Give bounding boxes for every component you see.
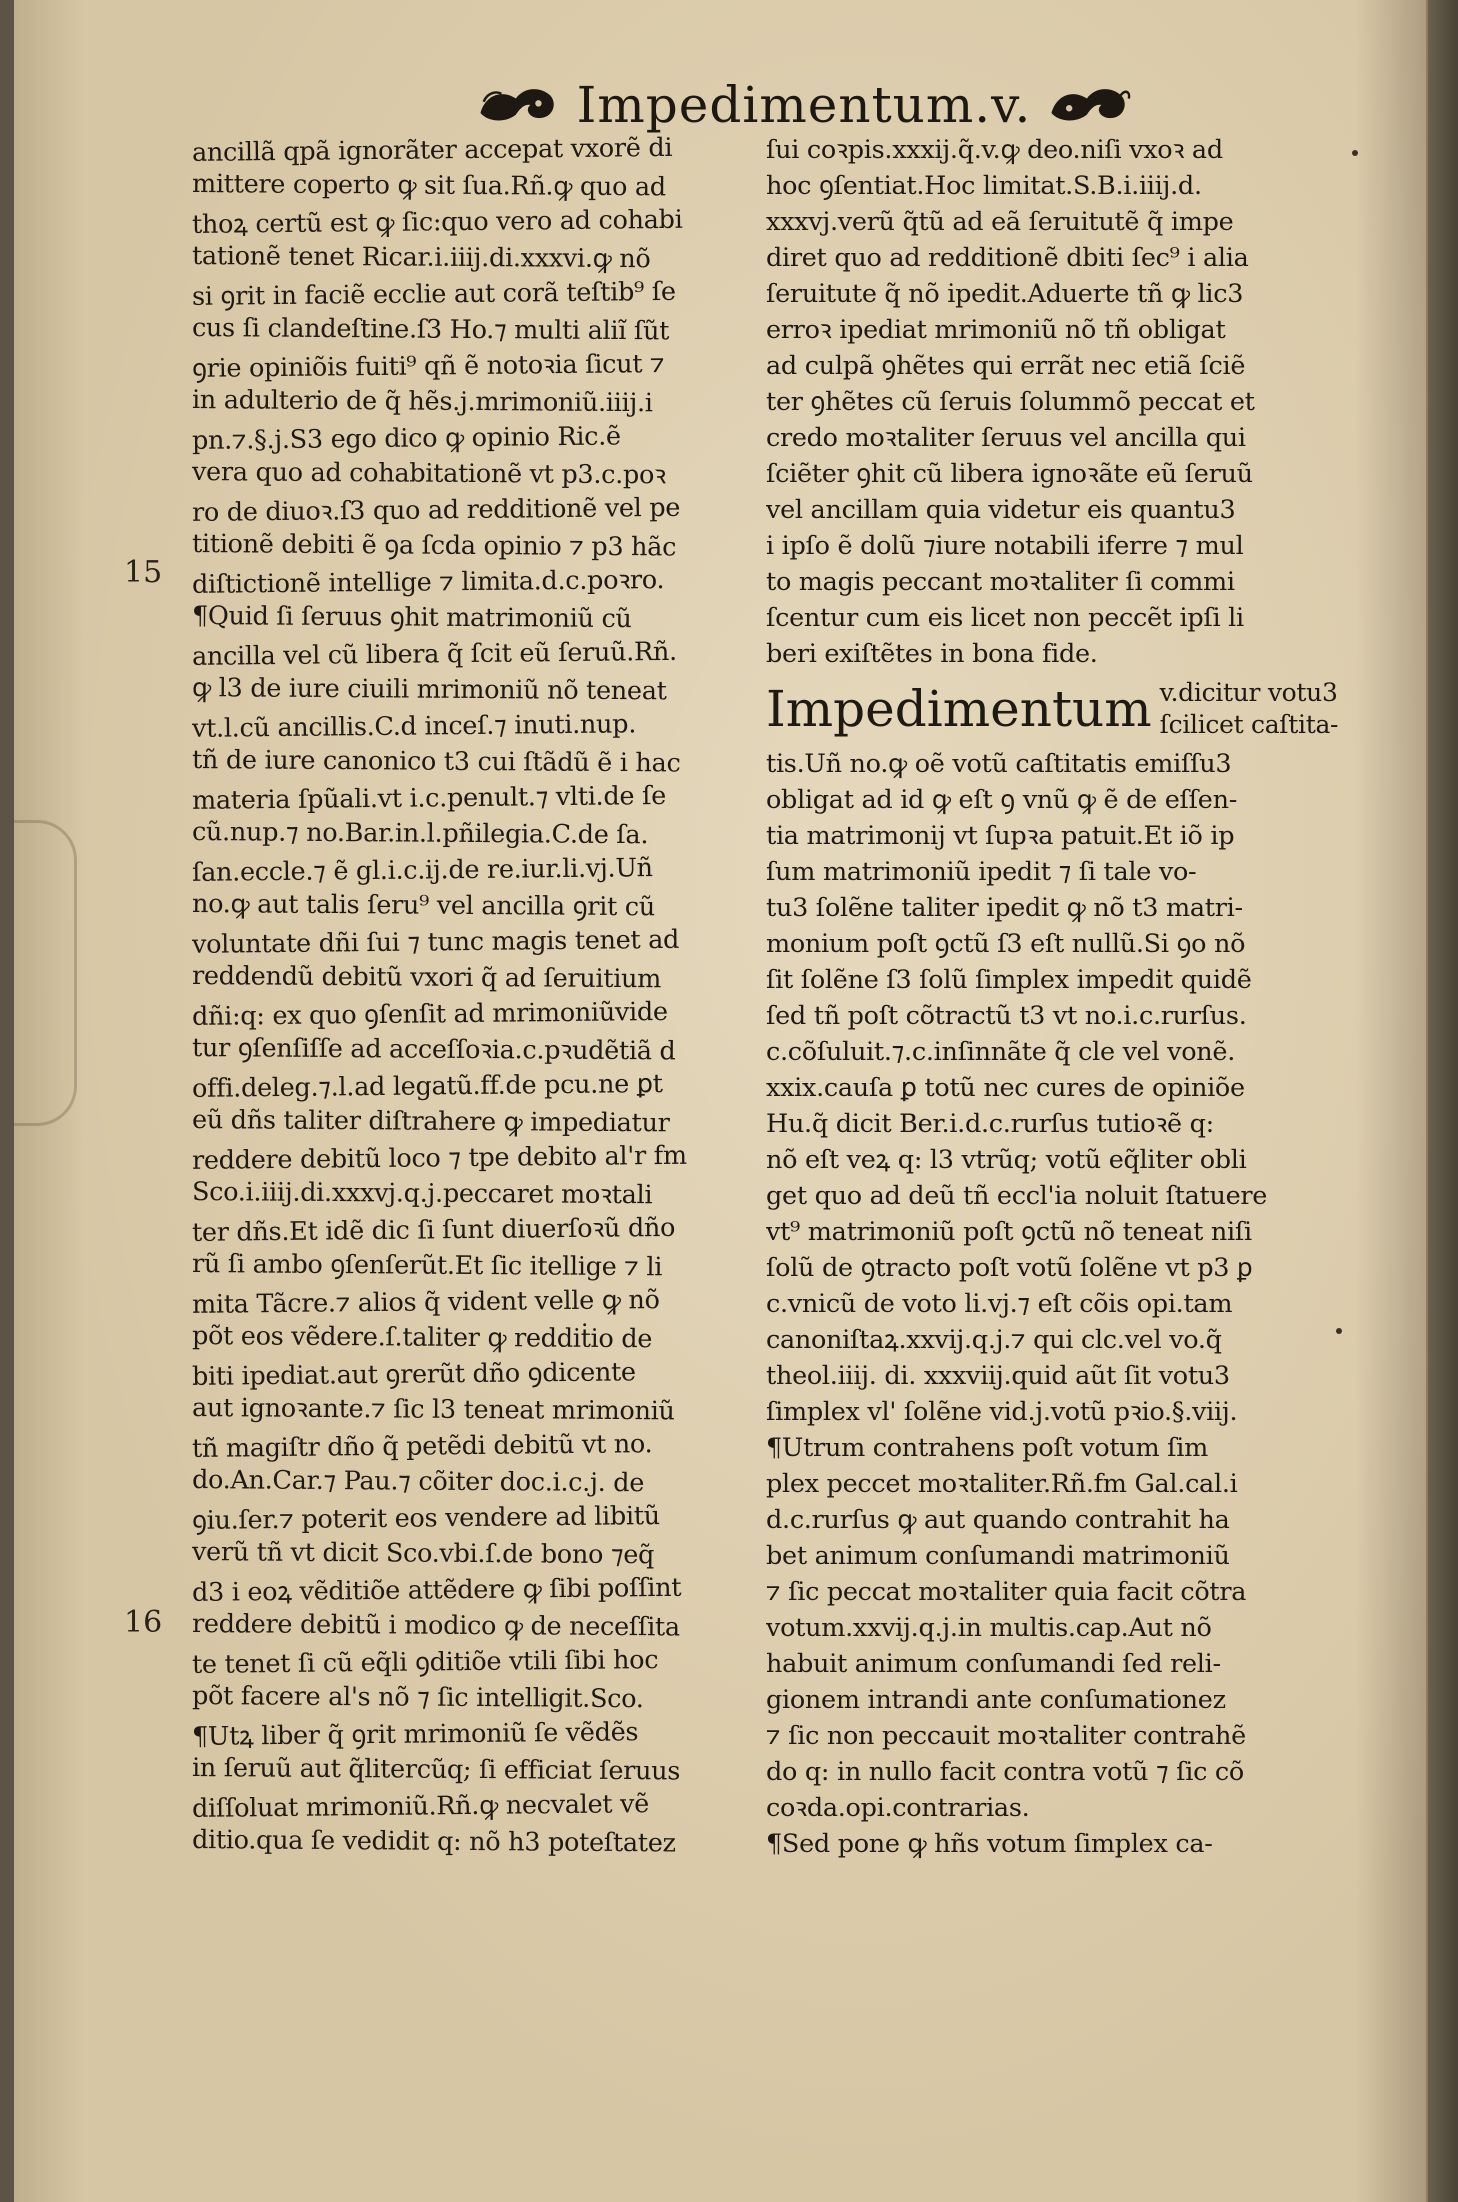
text-line: biti ipediat.aut ꝯrerũt dño ꝯdicente xyxy=(191,1357,636,1392)
text-line: titionẽ debiti ẽ ꝯa ſcda opinio ⁊ p3 hãc xyxy=(191,529,677,563)
text-line: ¶Quid ſi ſeruus ꝯhit matrimoniũ cũ xyxy=(191,601,632,635)
heading-side-line: v.dicitur votu3 xyxy=(1159,678,1338,707)
text-line: monium poſt ꝯctũ ſ3 eſt nullũ.Si ꝯo nõ xyxy=(766,929,1246,959)
text-line: ancillã qpã ignorãter accepat vxorẽ di xyxy=(191,132,673,168)
paper-clip-impression xyxy=(14,820,77,1126)
text-line: tia matrimonij vt ſupꝛa patuit.Et iõ ip xyxy=(766,821,1235,851)
text-line: vt⁹ matrimoniũ poſt ꝯctũ nõ teneat niſi xyxy=(766,1217,1252,1247)
right-column-bottom-text xyxy=(766,746,1346,1862)
text-line: reddere debitũ loco ⁊ tpe debito al'r fm xyxy=(191,1140,687,1176)
text-line: Sco.i.iiij.di.xxxvj.q.j.peccaret moꝛtali xyxy=(191,1177,653,1211)
text-line: tu3 ſolẽne taliter ipedit ꝙ nõ t3 matri- xyxy=(766,893,1243,923)
text-line: ¶Utrum contrahens poſt votum ſim xyxy=(766,1433,1209,1463)
text-line: c.vnicũ de voto li.vj.⁊ eſt cõis opi.tam xyxy=(766,1289,1233,1319)
text-line: dñi:q: ex quo ꝯſenſit ad mrimoniũvide xyxy=(191,996,668,1032)
text-line: tis.Uñ no.ꝙ oẽ votũ caſtitatis emiſſu3 xyxy=(766,749,1232,779)
text-line: rũ ſi ambo ꝯſenſerũt.Et ſic itellige ⁊ li xyxy=(191,1249,663,1283)
text-line: xxix.cauſa ꝑ totũ nec cures de opiniõe xyxy=(766,1073,1245,1103)
text-line: ¶Sed pone ꝙ hñs votum ſimplex ca- xyxy=(766,1829,1213,1859)
text-line: diſtictionẽ intellige ⁊ limita.d.c.poꝛro. xyxy=(191,564,665,600)
heading-word: Impedimentum xyxy=(766,680,1152,738)
text-line: tur ꝯſenſiſſe ad acceſſoꝛia.c.pꝛudẽtiã d xyxy=(191,1033,676,1067)
text-line: diret quo ad redditionẽ dbiti ſec⁹ i alia xyxy=(766,243,1249,273)
section-heading xyxy=(766,672,1346,746)
text-line: ſum matrimoniũ ipedit ⁊ ſi tale vo- xyxy=(766,857,1197,887)
text-line: ſan.eccle.⁊ ẽ gl.i.c.ij.de re.iur.li.vj.Uñ xyxy=(191,853,653,888)
text-line: ſui coꝛpis.xxxij.q̃.v.ꝙ deo.niſi vxoꝛ ad xyxy=(766,135,1223,165)
text-line: verũ tñ vt dicit Sco.vbi.ſ.de bono ⁊eq̃ xyxy=(191,1537,655,1571)
text-line: do q: in nullo facit contra votũ ⁊ ſic cõ xyxy=(766,1757,1244,1787)
text-line: ſit ſolẽne ſ3 ſolũ ſimplex impedit quidẽ xyxy=(766,965,1252,995)
text-line: ſeruitute q̃ nõ ipedit.Aduerte tñ ꝙ lic3 xyxy=(766,279,1244,309)
text-line: canoniſtaꝝ.xxvij.q.j.⁊ qui clc.vel vo.q̃ xyxy=(766,1325,1222,1355)
text-line: coꝛda.opi.contrarias. xyxy=(766,1793,1030,1823)
text-line: reddere debitũ i modico ꝙ de neceſſita xyxy=(191,1609,680,1643)
text-line: bet animum conſumandi matrimoniũ xyxy=(766,1541,1230,1571)
text-line: nõ eſt veꝝ q: l3 vtrũq; votũ eq̃liter obli xyxy=(766,1145,1247,1175)
text-line: ꝯiu.ſer.⁊ poterit eos vendere ad libitũ xyxy=(191,1501,660,1536)
text-line: ſimplex vl' ſolẽne vid.j.votũ pꝛio.§.viij. xyxy=(766,1397,1238,1427)
text-line: ter ꝯhẽtes cũ ſeruis ſolummõ peccat et xyxy=(766,387,1255,417)
right-column-top-text xyxy=(766,132,1346,672)
text-line: xxxvj.verũ q̃tũ ad eã ſeruitutẽ q̃ impe xyxy=(766,207,1234,237)
text-line: no.ꝙ aut talis ſeru⁹ vel ancilla ꝯrit cũ xyxy=(191,889,656,923)
text-line: thoꝝ certũ est ꝙ ſic:quo vero ad cohabi xyxy=(191,204,683,240)
text-line: offi.deleg.⁊.l.ad legatũ.ff.de pcu.ne ꝑt xyxy=(191,1069,663,1104)
page-title: Impedimentum.v. xyxy=(576,76,1032,134)
text-line: tñ de iure canonico t3 cui ſtãdũ ẽ i hac xyxy=(191,745,681,779)
left-text-column xyxy=(192,132,752,1860)
heading-side-text xyxy=(1160,677,1339,741)
text-line: vt.l.cũ ancillis.C.d inceſ.⁊ inuti.nup. xyxy=(191,709,637,744)
text-line: diſſoluat mrimoniũ.Rñ.ꝙ necvalet vẽ xyxy=(191,1789,650,1824)
ink-speck xyxy=(1336,1328,1342,1334)
page-edge xyxy=(1428,0,1458,2202)
text-line: ⁊ ſic peccat moꝛtaliter quia facit cõtra xyxy=(766,1577,1247,1607)
text-line: beri exiſtẽtes in bona fide. xyxy=(766,639,1098,669)
text-line: theol.iiij. di. xxxviij.quid aũt ſit votu3 xyxy=(766,1361,1230,1391)
text-line: eũ dñs taliter diſtrahere ꝙ impediatur xyxy=(191,1105,670,1139)
text-line: cus ſi clandeſtine.ſ3 Ho.⁊ multi aliĩ ſũt xyxy=(191,313,670,347)
text-line: in adulterio de q̃ hẽs.j.mrimoniũ.iiij.i xyxy=(191,385,653,419)
text-line: gionem intrandi ante conſumationez xyxy=(766,1685,1226,1715)
text-line: ad culpã ꝯhẽtes qui errãt nec etiã ſciẽ xyxy=(766,351,1246,381)
text-line: erroꝛ ipediat mrimoniũ nõ tñ obligat xyxy=(766,315,1226,345)
fleuron-right-icon xyxy=(1045,75,1134,135)
text-line: to magis peccant moꝛtaliter ſi commi xyxy=(766,567,1235,597)
text-line: ditio.qua ſe vedidit q: nõ h3 poteſtatez xyxy=(191,1825,676,1859)
text-line: d3 i eoꝝ vẽditiõe attẽdere ꝙ ſibi poſſint xyxy=(191,1572,682,1608)
text-line: get quo ad deũ tñ eccl'ia noluit ſtatuere xyxy=(766,1181,1268,1211)
text-line: habuit animum conſumandi ſed reli- xyxy=(766,1649,1221,1679)
book-page xyxy=(14,0,1429,2202)
margin-number-16: 16 xyxy=(124,1605,163,1640)
text-line: hoc ꝯſentiat.Hoc limitat.S.B.i.iiij.d. xyxy=(766,171,1202,201)
text-line: ⁊ ſic non peccauit moꝛtaliter contrahẽ xyxy=(766,1721,1246,1751)
text-line: i ipſo ẽ dolũ ⁊iure notabili iferre ⁊ mul xyxy=(766,531,1244,561)
text-line: d.c.rurſus ꝙ aut quando contrahit ha xyxy=(766,1505,1230,1535)
text-line: si ꝯrit in faciẽ ecclie aut corã teſtib⁹ ſe xyxy=(191,276,676,312)
text-line: voluntate dñi ſui ⁊ tunc magis tenet ad xyxy=(191,924,680,960)
text-line: vel ancillam quia videtur eis quantu3 xyxy=(766,495,1236,525)
text-line: ancilla vel cũ libera q̃ ſcit eũ ſeruũ.Rñ. xyxy=(191,636,678,672)
text-line: plex peccet moꝛtaliter.Rñ.fm Gal.cal.i xyxy=(766,1469,1238,1499)
text-line: tationẽ tenet Ricar.i.iiij.di.xxxvi.ꝙ nõ xyxy=(191,241,651,275)
text-line: reddendũ debitũ vxori q̃ ad ſeruitium xyxy=(191,961,662,995)
text-line: ſciẽter ꝯhit cũ libera ignoꝛãte eũ ſeruũ xyxy=(766,459,1253,489)
text-line: ro de diuoꝛ.ſ3 quo ad redditionẽ vel pe xyxy=(191,492,681,528)
text-line: c.cõſuluit.⁊.c.inſinnãte q̃ cle vel vonẽ. xyxy=(766,1037,1236,1067)
text-line: ꝯrie opiniõis fuiti⁹ qñ ẽ notoꝛia ſicut ⁊ xyxy=(191,348,665,384)
text-line: obligat ad id ꝙ eſt ꝯ vnũ ꝙ ẽ de eſſen- xyxy=(766,785,1238,815)
text-line: in ſeruũ aut q̃litercũq; ſi efficiat ſeruus xyxy=(191,1753,681,1787)
text-line: aut ignoꝛante.⁊ ſic l3 teneat mrimoniũ xyxy=(191,1393,675,1427)
text-line: pn.⁊.§.j.S3 ego dico ꝙ opinio Ric.ẽ xyxy=(191,421,621,456)
text-line: votum.xxvij.q.j.in multis.cap.Aut nõ xyxy=(766,1613,1212,1643)
text-line: ſolũ de ꝯtracto poſt votũ ſolẽne vt p3 ꝑ xyxy=(766,1253,1253,1283)
text-line: ter dñs.Et idẽ dic ſi ſunt diuerſoꝛũ dño xyxy=(191,1212,676,1248)
text-line: ꝙ l3 de iure ciuili mrimoniũ nõ teneat xyxy=(191,673,667,707)
text-line: Hu.q̃ dicit Ber.i.d.c.rurſus tutioꝛẽ q: xyxy=(766,1109,1214,1139)
text-line: credo moꝛtaliter ſeruus vel ancilla qui xyxy=(766,423,1246,453)
text-line: ſed tñ poſt cõtractũ t3 vt no.i.c.rurſus. xyxy=(766,1001,1247,1031)
text-line: põt eos vẽdere.ſ.taliter ꝙ reddiṫio de xyxy=(191,1321,653,1355)
text-line: vera quo ad cohabitationẽ vt p3.c.poꝛ xyxy=(191,457,666,491)
text-line: cũ.nup.⁊ no.Bar.in.l.pñilegia.C.de ſa. xyxy=(191,817,649,851)
text-line: põt facere al's nõ ⁊ ſic intelligit.Sco. xyxy=(191,1681,644,1715)
text-line: ſcentur cum eis licet non peccẽt ipſi li xyxy=(766,603,1244,633)
fleuron-left-icon xyxy=(474,75,563,135)
text-line: materia ſpũali.vt i.c.penult.⁊ vlti.de ſe xyxy=(191,780,667,816)
right-text-column xyxy=(766,132,1346,1862)
text-line: mittere coperto ꝙ sit ſua.Rñ.ꝙ quo ad xyxy=(191,169,666,203)
margin-number-15: 15 xyxy=(124,555,163,590)
text-line: ¶Utꝝ liber q̃ ꝯrit mrimoniũ ſe vẽdẽs xyxy=(191,1717,639,1752)
heading-side-line: ſcilicet caſtita- xyxy=(1159,710,1339,739)
text-line: tñ magiſtr dño q̃ petẽdi debitũ vt no. xyxy=(191,1429,653,1464)
ink-speck xyxy=(1352,150,1358,156)
text-line: do.An.Car.⁊ Pau.⁊ cõiter doc.i.c.j. de xyxy=(191,1465,645,1499)
text-line: te tenet ſi cũ eq̃li ꝯditiõe vtili ſibi hoc xyxy=(191,1645,659,1680)
text-line: mita Tãcre.⁊ alios q̃ vident velle ꝙ nõ xyxy=(191,1285,660,1320)
